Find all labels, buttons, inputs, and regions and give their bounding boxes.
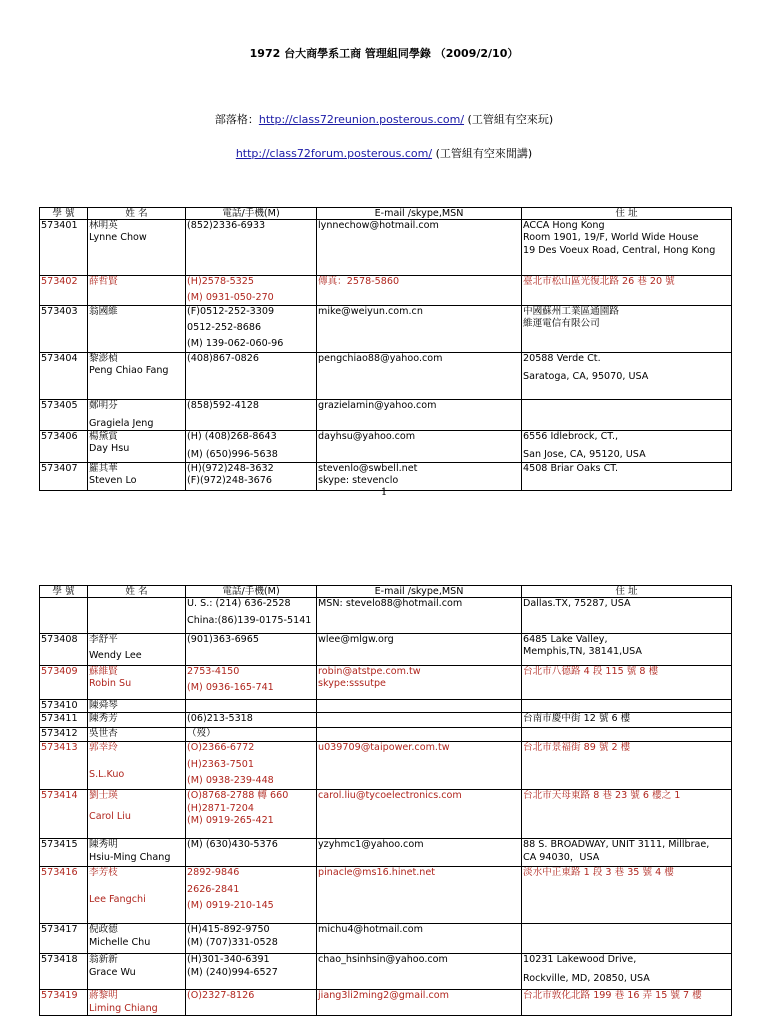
cell-address [522, 867, 732, 924]
cell-phone [186, 598, 317, 634]
cell-address [522, 790, 732, 839]
cell-name [88, 790, 186, 839]
cell-text: ACCA Hong Kong [523, 220, 605, 231]
cell-email [317, 634, 522, 666]
cell-phone [186, 713, 317, 728]
cell-text: 88 S. BROADWAY, UNIT 3111, Millbrae, [523, 839, 710, 851]
cell-name [88, 399, 186, 431]
cell-name [88, 352, 186, 399]
email-link[interactable]: dayhsu@yahoo.com [318, 431, 416, 443]
table-row [40, 352, 732, 399]
cell-text: 573418 [41, 954, 78, 966]
cell-text: (H)2871-7204 [187, 802, 254, 814]
cell-email [317, 790, 522, 839]
cell-text: Gragiela Jeng [89, 417, 154, 429]
cell-text: skype: stevenclo [318, 475, 399, 487]
cell-text: 573402 [41, 276, 78, 287]
cell-text: (H)(972)248-3632 [187, 462, 274, 474]
cell-text: 10231 Lakewood Drive, [523, 954, 637, 966]
cell-text: 19 Des Voeux Road, Central, Hong Kong [523, 244, 716, 256]
column-header-phone: 電話/手機(M) [186, 208, 317, 220]
cell-phone [186, 352, 317, 399]
cell-phone [186, 867, 317, 924]
cell-student-id [40, 990, 88, 1016]
forum-link[interactable]: http://class72forum.posterous.com/ [235, 147, 433, 160]
cell-email [317, 700, 522, 713]
email-link[interactable]: pinacle@ms16.hinet.net [318, 867, 436, 879]
column-header-student-id: 學 號 [40, 586, 88, 598]
cell-text: 羅其華 [89, 462, 118, 474]
cell-address [522, 431, 732, 463]
cell-text: Room 1901, 19/F, World Wide House [523, 232, 699, 244]
cell-text: Grace Wu [89, 966, 136, 978]
cell-text: 台北市敦化北路 199 巷 16 弄 15 號 7 樓 [523, 990, 702, 1002]
table-row [40, 728, 732, 742]
cell-name [88, 666, 186, 700]
cell-email [317, 742, 522, 790]
column-header-email: E-mail /skype,MSN [317, 208, 522, 220]
cell-phone [186, 839, 317, 867]
cell-name [88, 990, 186, 1016]
cell-phone [186, 954, 317, 990]
cell-text: (H)415-892-9750 [187, 924, 270, 936]
cell-student-id [40, 220, 88, 276]
cell-text: Rockville, MD, 20850, USA [523, 972, 650, 984]
cell-text: 台南市慶中街 12 號 6 樓 [523, 713, 631, 725]
cell-text: 573416 [41, 867, 78, 879]
cell-student-id [40, 399, 88, 431]
cell-text: 林明英 [89, 220, 118, 231]
cell-address [522, 220, 732, 276]
cell-text: 台北市八德路 4 段 115 號 8 樓 [523, 666, 659, 677]
cell-text: (M) 0938-239-448 [187, 774, 274, 786]
column-header-phone: 電話/手機(M) [186, 586, 317, 598]
cell-text: 陳秀明 [89, 839, 118, 851]
cell-text: S.L.Kuo [89, 768, 125, 780]
cell-text: Saratoga, CA, 95070, USA [523, 370, 649, 382]
blog-link[interactable]: http://class72reunion.posterous.com/ [258, 113, 465, 126]
cell-student-id [40, 276, 88, 306]
cell-name [88, 742, 186, 790]
cell-phone [186, 634, 317, 666]
table-row [40, 431, 732, 463]
cell-email [317, 598, 522, 634]
email-link[interactable]: pengchiao88@yahoo.com [318, 352, 443, 364]
cell-student-id [40, 954, 88, 990]
cell-text: （歿） [187, 728, 216, 740]
cell-text: 中國蘇州工業區通園路 [523, 305, 619, 317]
cell-text: (06)213-5318 [187, 713, 253, 725]
table-row [40, 305, 732, 352]
cell-text: (858)592-4128 [187, 399, 259, 411]
cell-email [317, 839, 522, 867]
cell-text: (M) 139-062-060-96 [187, 338, 284, 350]
cell-text: 573404 [41, 352, 78, 364]
cell-text: 573408 [41, 634, 78, 645]
cell-text: 573407 [41, 462, 78, 474]
page-number: 1 [380, 487, 388, 498]
cell-text: 6556 Idlebrock, CT., [523, 431, 619, 443]
cell-text: (M) (707)331-0528 [187, 936, 278, 948]
cell-text: (408)867-0826 [187, 352, 259, 364]
cell-text: 陳秀芳 [89, 713, 118, 725]
cell-text: 鄭明芬 [89, 399, 118, 411]
cell-text: 573411 [41, 713, 78, 725]
cell-email [317, 990, 522, 1016]
cell-address [522, 700, 732, 713]
cell-student-id [40, 790, 88, 839]
forum-note: (工管組有空來閒講) [435, 147, 533, 160]
cell-address [522, 924, 732, 954]
cell-address [522, 742, 732, 790]
cell-name [88, 700, 186, 713]
cell-student-id [40, 305, 88, 352]
cell-text: Liming Chiang [89, 1002, 158, 1014]
email-link[interactable]: yzyhmc1@yahoo.com [318, 839, 424, 851]
cell-name [88, 431, 186, 463]
cell-text: 573417 [41, 924, 78, 936]
email-link[interactable]: mike@weiyun.com.cn [318, 305, 423, 317]
cell-text: (F)(972)248-3676 [187, 475, 272, 487]
table-row [40, 634, 732, 666]
column-header-address: 住 址 [522, 208, 732, 220]
cell-student-id [40, 742, 88, 790]
cell-email [317, 867, 522, 924]
cell-phone [186, 305, 317, 352]
cell-name [88, 924, 186, 954]
cell-text: Peng Chiao Fang [89, 364, 169, 376]
cell-text: (901)363-6965 [187, 634, 259, 645]
table-row [40, 990, 732, 1016]
cell-phone [186, 399, 317, 431]
cell-student-id [40, 924, 88, 954]
table-row [40, 954, 732, 990]
cell-name [88, 634, 186, 666]
cell-address [522, 713, 732, 728]
cell-text: Steven Lo [89, 475, 137, 487]
cell-phone [186, 431, 317, 463]
cell-text: 台北市景福街 89 號 2 樓 [523, 742, 631, 754]
cell-text: 翁新新 [89, 954, 118, 966]
cell-text: 2892-9846 [187, 867, 240, 879]
blog-label: 部落格： [214, 113, 259, 126]
cell-text: 陳舜琴 [89, 700, 118, 711]
cell-phone [186, 700, 317, 713]
cell-student-id [40, 728, 88, 742]
cell-text: China:(86)139-0175-5141 [187, 615, 312, 627]
roster-table-page2 [39, 585, 732, 1016]
cell-email [317, 352, 522, 399]
cell-text: (O)8768-2788 轉 660 [187, 790, 289, 802]
email-link[interactable]: carol.liu@tycoelectronics.com [318, 790, 462, 802]
cell-student-id [40, 598, 88, 634]
cell-student-id [40, 666, 88, 700]
email-link[interactable]: lynnechow@hotmail.com [318, 220, 439, 231]
table-row [40, 276, 732, 306]
cell-text: Hsiu-Ming Chang [89, 851, 171, 863]
cell-text: 0512-252-8686 [187, 321, 262, 333]
cell-text: 傳真：2578-5860 [318, 276, 400, 287]
cell-address [522, 598, 732, 634]
cell-text: (H)301-340-6391 [187, 954, 270, 966]
cell-text: 倪政德 [89, 924, 118, 936]
cell-name [88, 220, 186, 276]
email-link[interactable]: jiang3li2ming2@gmail.com [318, 990, 449, 1002]
table-row [40, 790, 732, 839]
email-link[interactable]: u039709@taipower.com.tw [318, 742, 450, 754]
cell-email [317, 924, 522, 954]
cell-phone [186, 742, 317, 790]
cell-text: 薛哲賢 [89, 276, 118, 287]
cell-text: U. S.: (214) 636-2528 [187, 598, 291, 609]
cell-address [522, 728, 732, 742]
table-row [40, 700, 732, 713]
cell-text: 吳世杏 [89, 728, 118, 740]
cell-text: 6485 Lake Valley, [523, 634, 608, 645]
table-row [40, 666, 732, 700]
cell-phone [186, 924, 317, 954]
cell-name [88, 598, 186, 634]
cell-email [317, 954, 522, 990]
cell-text: CA 94030，USA [523, 851, 600, 863]
cell-name [88, 867, 186, 924]
cell-text: 維運電信有限公司 [523, 317, 600, 329]
cell-text: Dallas.TX, 75287, USA [523, 598, 631, 609]
blog-note: (工管組有空來玩) [467, 113, 554, 126]
email-link[interactable]: robin@atstpe.com.tw [318, 666, 421, 677]
cell-address [522, 666, 732, 700]
cell-text: (M) 0919-265-421 [187, 814, 274, 826]
cell-name [88, 713, 186, 728]
table-row [40, 867, 732, 924]
table-row [40, 598, 732, 634]
cell-name [88, 276, 186, 306]
cell-phone [186, 790, 317, 839]
cell-text: Michelle Chu [89, 936, 151, 948]
cell-email [317, 666, 522, 700]
cell-text: 蘇維賢 [89, 666, 118, 677]
cell-text: 蔣黎明 [89, 990, 118, 1002]
cell-email [317, 713, 522, 728]
cell-text: 573419 [41, 990, 78, 1002]
cell-address [522, 990, 732, 1016]
table-row [40, 713, 732, 728]
cell-text: 李舒平 [89, 634, 118, 645]
cell-text: 573414 [41, 790, 78, 802]
document-title: 1972 台大商學系工商 管理組同學錄 （2009/2/10） [249, 47, 519, 60]
cell-address [522, 954, 732, 990]
cell-text: 573415 [41, 839, 78, 851]
table-row [40, 742, 732, 790]
email-link[interactable]: stevenlo@swbell.net [318, 462, 418, 474]
blog-line [0, 111, 768, 127]
cell-text: Wendy Lee [89, 650, 142, 662]
cell-email [317, 431, 522, 463]
column-header-email: E-mail /skype,MSN [317, 586, 522, 598]
cell-text: (M) (240)994-6527 [187, 966, 278, 978]
table-row [40, 924, 732, 954]
cell-name [88, 728, 186, 742]
cell-email [317, 276, 522, 306]
cell-text: (O)2366-6772 [187, 742, 255, 754]
cell-text: 臺北市松山區光復北路 26 巷 20 號 [523, 276, 675, 287]
cell-student-id [40, 431, 88, 463]
column-header-address: 住 址 [522, 586, 732, 598]
cell-phone [186, 666, 317, 700]
cell-text: 楊黛賞 [89, 431, 118, 443]
cell-text: 2626-2841 [187, 883, 240, 895]
cell-text: 李芳枝 [89, 867, 118, 879]
cell-text: Lee Fangchi [89, 893, 146, 905]
cell-text: 573401 [41, 220, 78, 231]
cell-text: San Jose, CA, 95120, USA [523, 449, 646, 461]
cell-address [522, 839, 732, 867]
cell-text: 台北市天母東路 8 巷 23 號 6 樓之 1 [523, 790, 681, 802]
cell-text: (O)2327-8126 [187, 990, 255, 1002]
roster-table-page1 [39, 207, 732, 491]
cell-text: Day Hsu [89, 443, 130, 455]
cell-phone [186, 728, 317, 742]
cell-text: (H)2363-7501 [187, 758, 254, 770]
cell-text: skype:sssutpe [318, 678, 386, 690]
cell-address [522, 305, 732, 352]
cell-text: (F)0512-252-3309 [187, 305, 275, 317]
cell-text: 4508 Briar Oaks CT. [523, 462, 619, 474]
cell-text: (H)2578-5325 [187, 276, 254, 287]
cell-text: Carol Liu [89, 810, 131, 822]
cell-student-id [40, 352, 88, 399]
column-header-name: 姓 名 [88, 208, 186, 220]
cell-text: Memphis,TN, 38141,USA [523, 646, 642, 658]
cell-name [88, 839, 186, 867]
cell-text: 573412 [41, 728, 78, 740]
cell-text: (M) 0919-210-145 [187, 899, 274, 911]
cell-email [317, 728, 522, 742]
cell-text: 劉士瑛 [89, 790, 118, 802]
cell-text: (852)2336-6933 [187, 220, 266, 231]
column-header-name: 姓 名 [88, 586, 186, 598]
cell-student-id [40, 634, 88, 666]
cell-address [522, 276, 732, 306]
cell-email [317, 220, 522, 276]
email-link[interactable]: wlee@mlgw.org [318, 634, 394, 645]
cell-student-id [40, 867, 88, 924]
email-link[interactable]: michu4@hotmail.com [318, 924, 423, 936]
cell-text: 淡水中正東路 1 段 3 巷 35 號 4 樓 [523, 867, 674, 879]
cell-name [88, 954, 186, 990]
cell-text: 573406 [41, 431, 78, 443]
cell-text: 翁國維 [89, 305, 118, 317]
cell-email [317, 399, 522, 431]
table-header-row [40, 208, 732, 220]
cell-text: Lynne Chow [89, 232, 147, 244]
cell-text: (M) 0936-165-741 [187, 682, 274, 694]
table-row [40, 399, 732, 431]
cell-text: 2753-4150 [187, 666, 240, 677]
email-link[interactable]: chao_hsinhsin@yahoo.com [318, 954, 448, 966]
table-row [40, 220, 732, 276]
cell-text[interactable]: MSN: stevelo88@hotmail.com [318, 598, 463, 609]
cell-student-id [40, 713, 88, 728]
cell-student-id [40, 700, 88, 713]
cell-text: 573409 [41, 666, 78, 677]
cell-phone [186, 220, 317, 276]
cell-email [317, 305, 522, 352]
cell-address [522, 399, 732, 431]
cell-student-id [40, 839, 88, 867]
cell-phone [186, 990, 317, 1016]
column-header-student-id: 學 號 [40, 208, 88, 220]
forum-line [0, 145, 768, 161]
cell-text: 黎澎楨 [89, 352, 118, 364]
cell-text: (H) (408)268-8643 [187, 431, 277, 443]
cell-text: (M) (650)996-5638 [187, 449, 278, 461]
cell-text: 郭幸玲 [89, 742, 118, 754]
cell-text: 20588 Verde Ct. [523, 352, 601, 364]
cell-text: 573413 [41, 742, 78, 754]
cell-text: Robin Su [89, 678, 132, 690]
email-link[interactable]: grazielamin@yahoo.com [318, 399, 437, 411]
cell-name [88, 305, 186, 352]
cell-phone [186, 276, 317, 306]
cell-text: (M) (630)430-5376 [187, 839, 278, 851]
cell-text: 573410 [41, 700, 78, 711]
cell-address [522, 352, 732, 399]
cell-text: 573403 [41, 305, 78, 317]
cell-text: (M) 0931-050-270 [187, 292, 274, 304]
table-row [40, 839, 732, 867]
cell-address [522, 634, 732, 666]
cell-text: 573405 [41, 399, 78, 411]
table-header-row [40, 586, 732, 598]
